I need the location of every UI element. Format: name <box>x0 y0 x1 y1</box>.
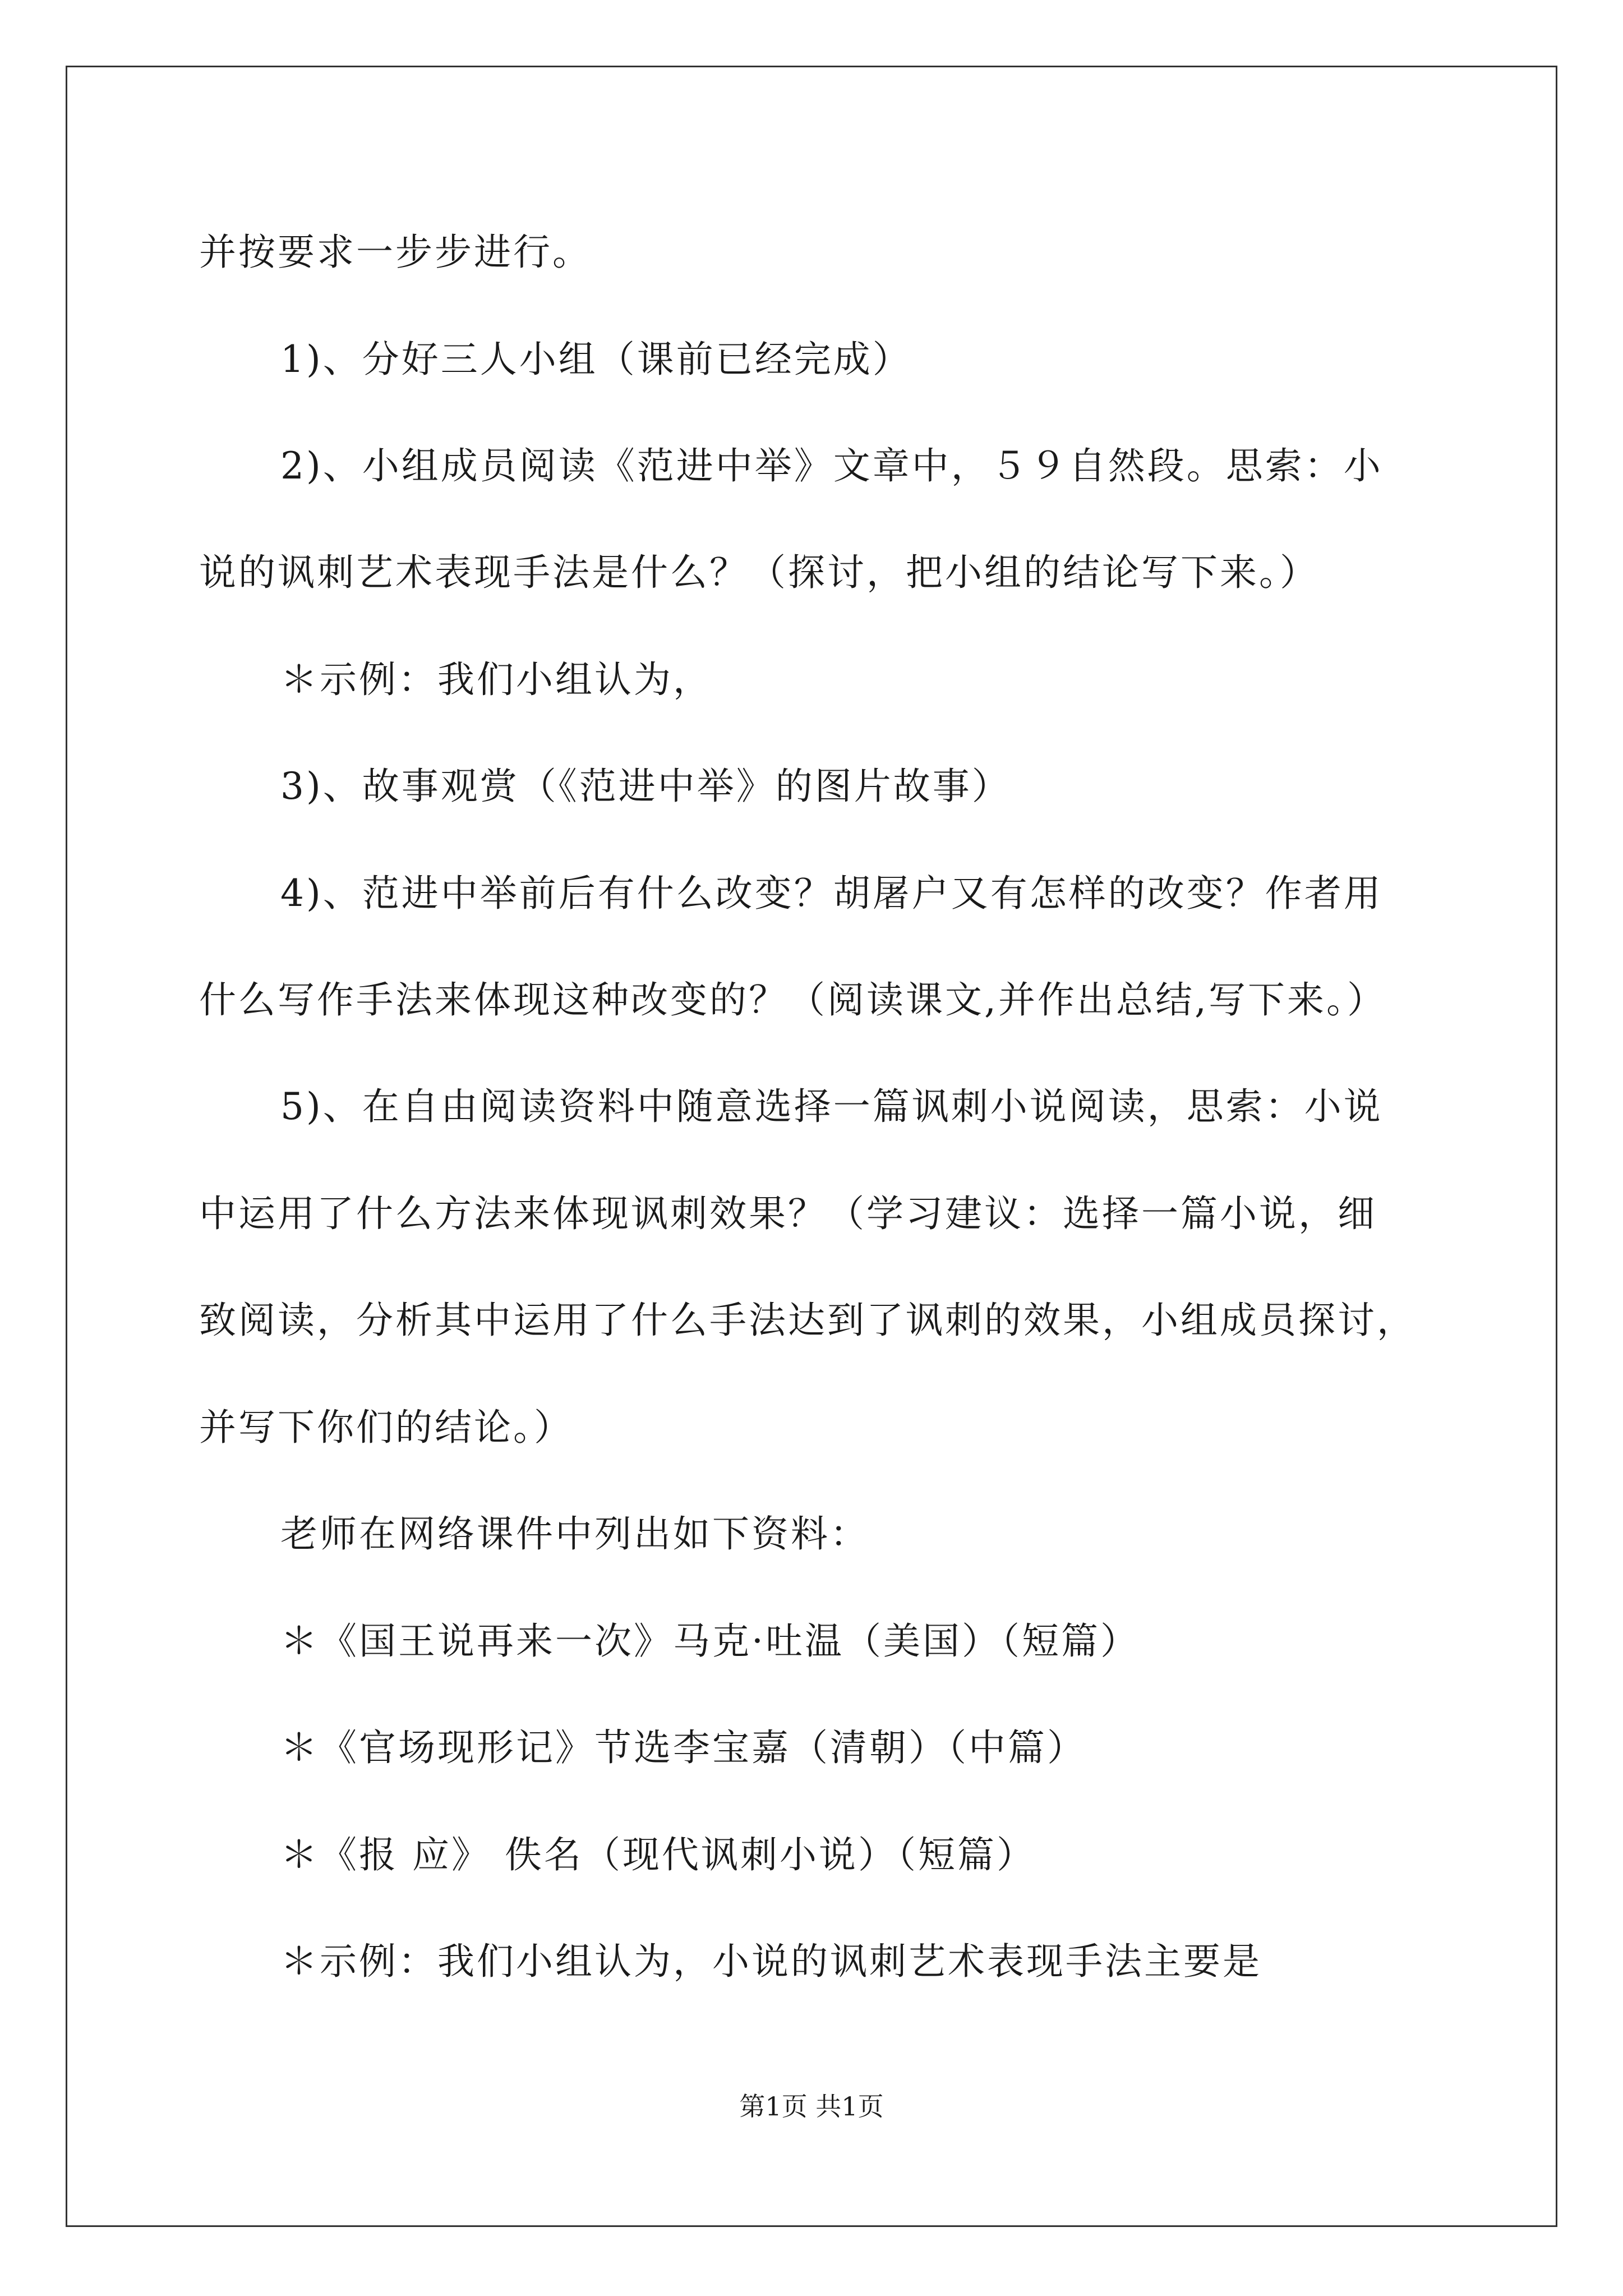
text-line: 5)、在自由阅读资料中随意选择一篇讽刺小说阅读，思索：小说 <box>280 1085 1383 1128</box>
text-line: 3)、故事观赏（《范进中举》的图片故事） <box>280 765 1011 808</box>
text-line: ＊《报 应》 佚名（现代讽刺小说）（短篇） <box>280 1833 1036 1876</box>
text-line: 并写下你们的结论。） <box>199 1406 573 1449</box>
page-border <box>66 66 1557 2227</box>
text-line: 并按要求一步步进行。 <box>199 231 592 274</box>
text-line: 2)、小组成员阅读《范进中举》文章中，５９自然段。思索：小 <box>280 444 1383 487</box>
text-line: 说的讽刺艺术表现手法是什么？（探讨，把小组的结论写下来。） <box>199 551 1319 594</box>
text-line: 4)、范进中举前后有什么改变？胡屠户又有怎样的改变？作者用 <box>280 872 1383 915</box>
text-line: 致阅读，分析其中运用了什么手法达到了讽刺的效果，小组成员探讨， <box>199 1299 1416 1342</box>
text-line: 老师在网络课件中列出如下资料： <box>280 1512 869 1556</box>
text-line: 1)、分好三人小组（课前已经完成） <box>280 338 912 381</box>
text-line: 什么写作手法来体现这种改变的？（阅读课文,并作出总结,写下来。） <box>199 978 1386 1022</box>
text-line: ＊示例：我们小组认为， <box>280 658 712 701</box>
text-line: ＊《官场现形记》节选李宝嘉（清朝）（中篇） <box>280 1726 1086 1769</box>
text-line: 中运用了什么方法来体现讽刺效果？（学习建议：选择一篇小说，细 <box>199 1192 1377 1235</box>
text-line: ＊《国王说再来一次》马克·吐温（美国）（短篇） <box>280 1619 1140 1663</box>
text-line: ＊示例：我们小组认为，小说的讽刺艺术表现手法主要是 <box>280 1940 1262 1983</box>
page-footer: 第1页 共1页 <box>739 2091 884 2122</box>
